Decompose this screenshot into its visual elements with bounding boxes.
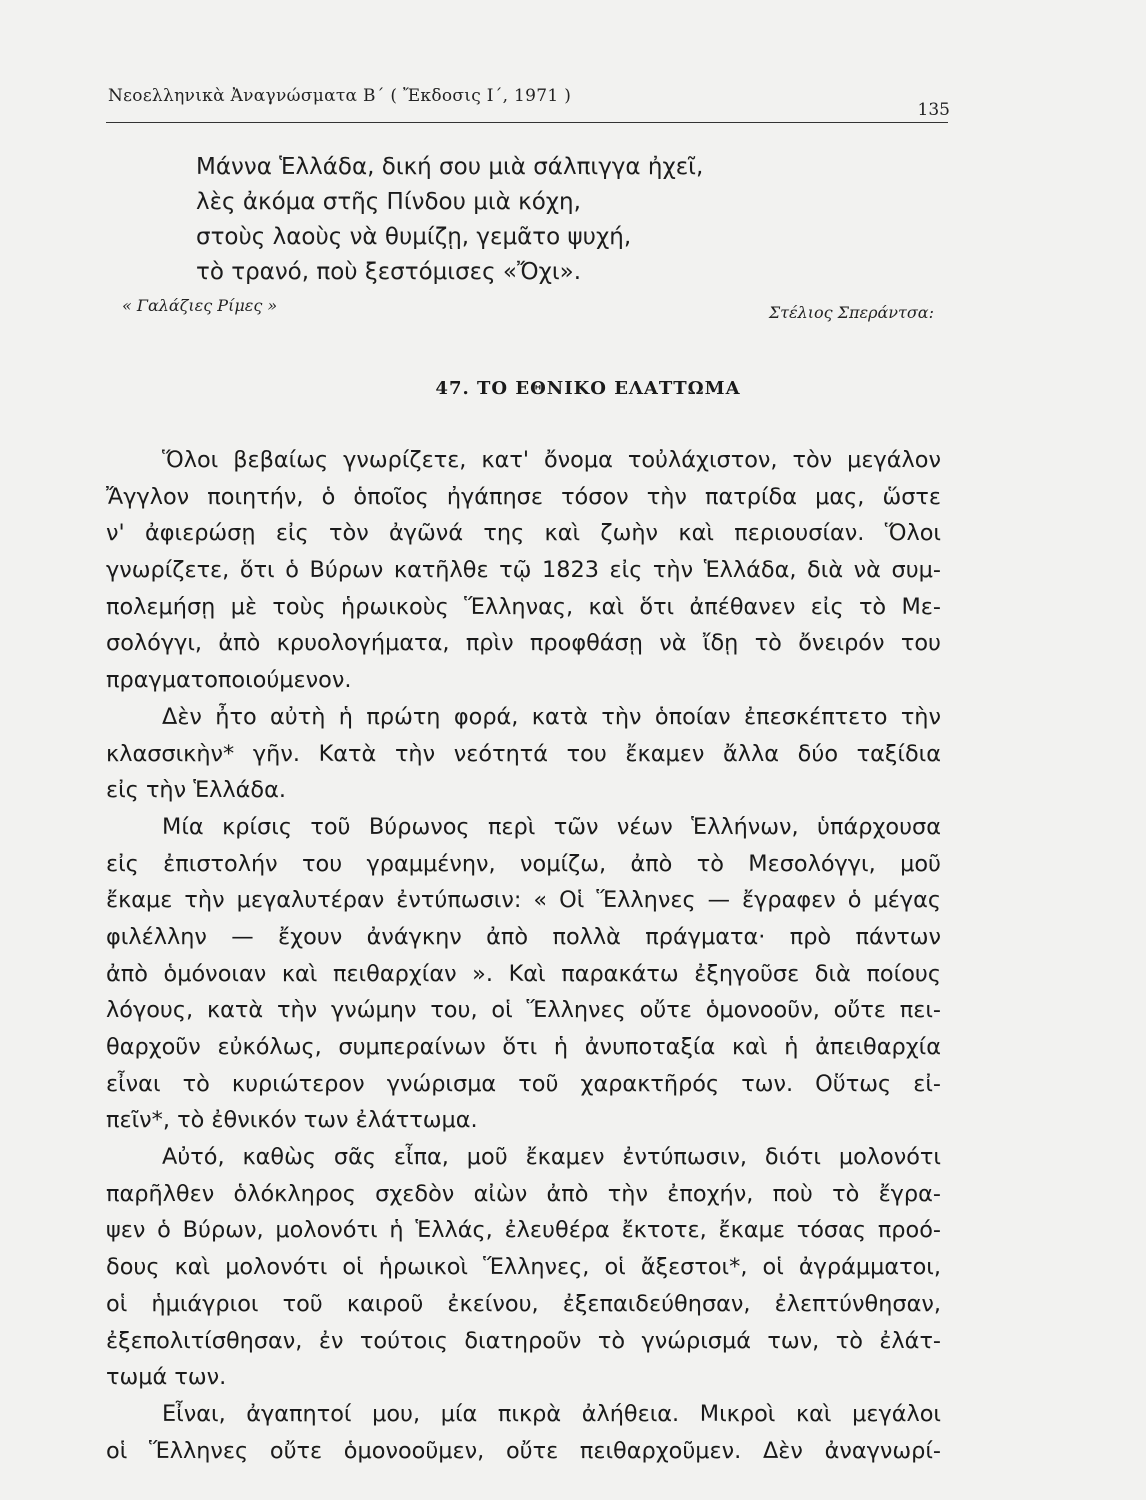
text-line: δους καὶ μολονότι οἱ ἡρωικοὶ Ἕλληνες, οἱ ἄξεστοι*, οἱ ἀγράμματοι,	[106, 1254, 941, 1281]
poem-source: « Γαλάζιες Ρίμες »	[122, 296, 278, 315]
text-line: γνωρίζετε, ὅτι ὁ Βύρων κατῆλθε τῷ 1823 εἰς τὴν Ἑλλάδα, διὰ νὰ συμ-	[106, 557, 941, 584]
text-line: πεῖν*, τὸ ἐθνικόν των ἐλάττωμα.	[106, 1107, 478, 1134]
text-line: Ἄγγλον ποιητήν, ὁ ὁποῖος ἠγάπησε τόσον τὴν πατρίδα μας, ὥστε	[106, 483, 941, 510]
text-line: σολόγγι, ἀπὸ κρυολογήματα, πρὶν προφθάσῃ νὰ ἴδῃ τὸ ὄνειρόν του	[106, 630, 941, 657]
text-line: Μία κρίσις τοῦ Βύρωνος περὶ τῶν νέων Ἑλλήνων, ὑπάρχουσα	[162, 813, 941, 840]
text-line: ἐξεπολιτίσθησαν, ἐν τούτοις διατηροῦν τὸ γνώρισμά των, τὸ ἐλάτ-	[106, 1327, 941, 1354]
poem-author: Στέλιος Σπεράντσα:	[768, 303, 934, 322]
running-head: Νεοελληνικὰ Ἀναγνώσματα Β΄ ( Ἔκδοσις Ι΄, 1971 )	[108, 86, 572, 106]
text-line: θαρχοῦν εὐκόλως, συμπεραίνων ὅτι ἡ ἀνυποταξία καὶ ἡ ἀπειθαρχία	[106, 1034, 941, 1060]
text-line: Αὐτό, καθὼς σᾶς εἶπα, μοῦ ἔκαμεν ἐντύπωσιν, διότι μολονότι	[162, 1144, 941, 1171]
text-line: Δὲν ἦτο αὐτὴ ἡ πρώτη φορά, κατὰ τὴν ὁποίαν ἐπεσκέπτετο τὴν	[162, 703, 941, 730]
text-line: ψεν ὁ Βύρων, μολονότι ἡ Ἑλλάς, ἐλευθέρα ἔκτοτε, ἔκαμε τόσας προό-	[106, 1217, 941, 1244]
text-line: πραγματοποιούμενον.	[106, 667, 352, 694]
poem-line: λὲς ἀκόμα στῆς Πίνδου μιὰ κόχη,	[196, 189, 581, 215]
text-line: λόγους, κατὰ τὴν γνώμην του, οἱ Ἕλληνες οὔτε ὁμονοοῦν, οὔτε πει-	[106, 997, 941, 1024]
poem-line: τὸ τρανό, ποὺ ξεστόμισες «Ὄχι».	[196, 259, 582, 285]
text-line: οἱ ἡμιάγριοι τοῦ καιροῦ ἐκείνου, ἐξεπαιδεύθησαν, ἐλεπτύνθησαν,	[106, 1290, 941, 1317]
page-number: 135	[917, 100, 950, 120]
text-line: ἔκαμε τὴν μεγαλυτέραν ἐντύπωσιν: « Οἱ Ἕλληνες — ἔγραφεν ὁ μέγας	[106, 887, 941, 914]
text-line: τωμά των.	[106, 1364, 227, 1391]
text-line: ἀπὸ ὁμόνοιαν καὶ πειθαρχίαν ». Καὶ παρακάτω ἐξηγοῦσε διὰ ποίους	[106, 960, 941, 987]
text-line: φιλέλλην — ἔχουν ἀνάγκην ἀπὸ πολλὰ πράγματα· πρὸ πάντων	[106, 923, 941, 950]
chapter-title: 47. ΤΟ ΕΘΝΙΚΟ ΕΛΑΤΤΩΜΑ	[435, 378, 741, 399]
body-text	[106, 442, 941, 1469]
text-line: πολεμήσῃ μὲ τοὺς ἡρωικοὺς Ἕλληνας, καὶ ὅτι ἀπέθανεν εἰς τὸ Με-	[106, 593, 941, 620]
text-line: ν' ἀφιερώσῃ εἰς τὸν ἀγῶνά της καὶ ζωὴν καὶ περιουσίαν. Ὅλοι	[106, 520, 941, 547]
text-line: οἱ Ἕλληνες οὔτε ὁμονοοῦμεν, οὔτε πειθαρχοῦμεν. Δὲν ἀναγνωρί-	[106, 1437, 941, 1464]
poem-stanza	[196, 150, 703, 290]
text-line: εἶναι τὸ κυριώτερον γνώρισμα τοῦ χαρακτῆρός των. Οὕτως εἰ-	[106, 1070, 941, 1097]
poem-line: στοὺς λαοὺς νὰ θυμίζῃ, γεμᾶτο ψυχή,	[196, 224, 632, 250]
text-line: Εἶναι, ἀγαπητοί μου, μία πικρὰ ἀλήθεια. Μικροὶ καὶ μεγάλοι	[162, 1400, 941, 1427]
text-line: εἰς τὴν Ἑλλάδα.	[106, 777, 286, 804]
poem-line: Μάννα Ἑλλάδα, δική σου μιὰ σάλπιγγα ἠχεῖ,	[196, 154, 704, 180]
header-rule	[106, 122, 948, 123]
text-line: εἰς ἐπιστολήν του γραμμένην, νομίζω, ἀπὸ τὸ Μεσολόγγι, μοῦ	[106, 850, 941, 877]
text-line: παρῆλθεν ὁλόκληρος σχεδὸν αἰὼν ἀπὸ τὴν ἐποχήν, ποὺ τὸ ἔγρα-	[106, 1180, 941, 1207]
text-line: Ὅλοι βεβαίως γνωρίζετε, κατ' ὄνομα τοὐλάχιστον, τὸν μεγάλον	[162, 447, 941, 473]
text-line: κλασσικὴν* γῆν. Κατὰ τὴν νεότητά του ἔκαμεν ἄλλα δύο ταξίδια	[106, 740, 941, 767]
